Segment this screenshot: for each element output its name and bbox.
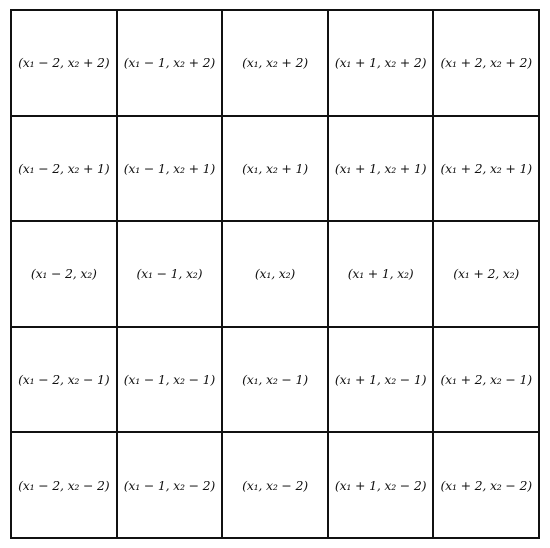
grid-cell bbox=[434, 11, 540, 117]
cell-label: (x₁ − 2, x₂ − 1) bbox=[18, 372, 110, 388]
cell-label: (x₁, x₂ + 1) bbox=[242, 160, 308, 176]
grid-cell bbox=[434, 222, 540, 328]
grid-cell bbox=[12, 11, 118, 117]
cell-label: (x₁ − 1, x₂ − 2) bbox=[123, 477, 216, 493]
grid-cell bbox=[12, 328, 118, 434]
cell-label: (x₁, x₂ + 2) bbox=[242, 55, 308, 71]
cell-label: (x₁ + 1, x₂ − 1) bbox=[334, 372, 427, 388]
grid-cell bbox=[223, 328, 329, 434]
cell-label: (x₁ − 2, x₂ + 2) bbox=[18, 55, 110, 71]
grid-cell bbox=[329, 11, 435, 117]
cell-label: (x₁ − 1, x₂) bbox=[136, 266, 203, 282]
grid-cell bbox=[12, 222, 118, 328]
grid-cell bbox=[329, 222, 435, 328]
grid-cell bbox=[118, 11, 224, 117]
cell-label: (x₁ + 2, x₂ + 1) bbox=[440, 160, 532, 176]
cell-label: (x₁ − 2, x₂) bbox=[30, 266, 97, 282]
cell-label: (x₁ + 1, x₂ + 2) bbox=[334, 55, 427, 71]
grid-cell bbox=[12, 433, 118, 539]
cell-label: (x₁ − 1, x₂ + 1) bbox=[123, 160, 216, 176]
grid-cell-center bbox=[223, 222, 329, 328]
grid-cell bbox=[329, 433, 435, 539]
cell-label: (x₁, x₂ − 1) bbox=[242, 372, 308, 388]
cell-label: (x₁ + 2, x₂ − 1) bbox=[440, 372, 532, 388]
cell-label: (x₁ − 1, x₂ − 1) bbox=[123, 372, 216, 388]
grid-cell bbox=[329, 117, 435, 223]
grid-cell bbox=[223, 11, 329, 117]
grid-cell bbox=[434, 433, 540, 539]
grid-cell bbox=[223, 433, 329, 539]
cell-label: (x₁ + 1, x₂ − 2) bbox=[334, 477, 427, 493]
cell-label: (x₁, x₂ − 2) bbox=[242, 477, 308, 493]
cell-label: (x₁ + 2, x₂) bbox=[453, 266, 520, 282]
cell-label: (x₁ + 2, x₂ + 2) bbox=[440, 55, 532, 71]
grid-cell bbox=[118, 328, 224, 434]
grid-cell bbox=[118, 433, 224, 539]
cell-label: (x₁ − 2, x₂ + 1) bbox=[18, 160, 110, 176]
grid-cell bbox=[434, 328, 540, 434]
grid-cell bbox=[223, 117, 329, 223]
grid-cell bbox=[118, 222, 224, 328]
coordinate-grid bbox=[10, 9, 540, 539]
cell-label: (x₁ + 2, x₂ − 2) bbox=[440, 477, 532, 493]
cell-label: (x₁ − 1, x₂ + 2) bbox=[123, 55, 216, 71]
grid-cell bbox=[434, 117, 540, 223]
cell-label: (x₁ + 1, x₂ + 1) bbox=[334, 160, 427, 176]
grid-cell bbox=[12, 117, 118, 223]
cell-label: (x₁ − 2, x₂ − 2) bbox=[18, 477, 110, 493]
cell-label: (x₁, x₂) bbox=[254, 266, 296, 282]
grid-cell bbox=[329, 328, 435, 434]
cell-label: (x₁ + 1, x₂) bbox=[347, 266, 414, 282]
grid-cell bbox=[118, 117, 224, 223]
